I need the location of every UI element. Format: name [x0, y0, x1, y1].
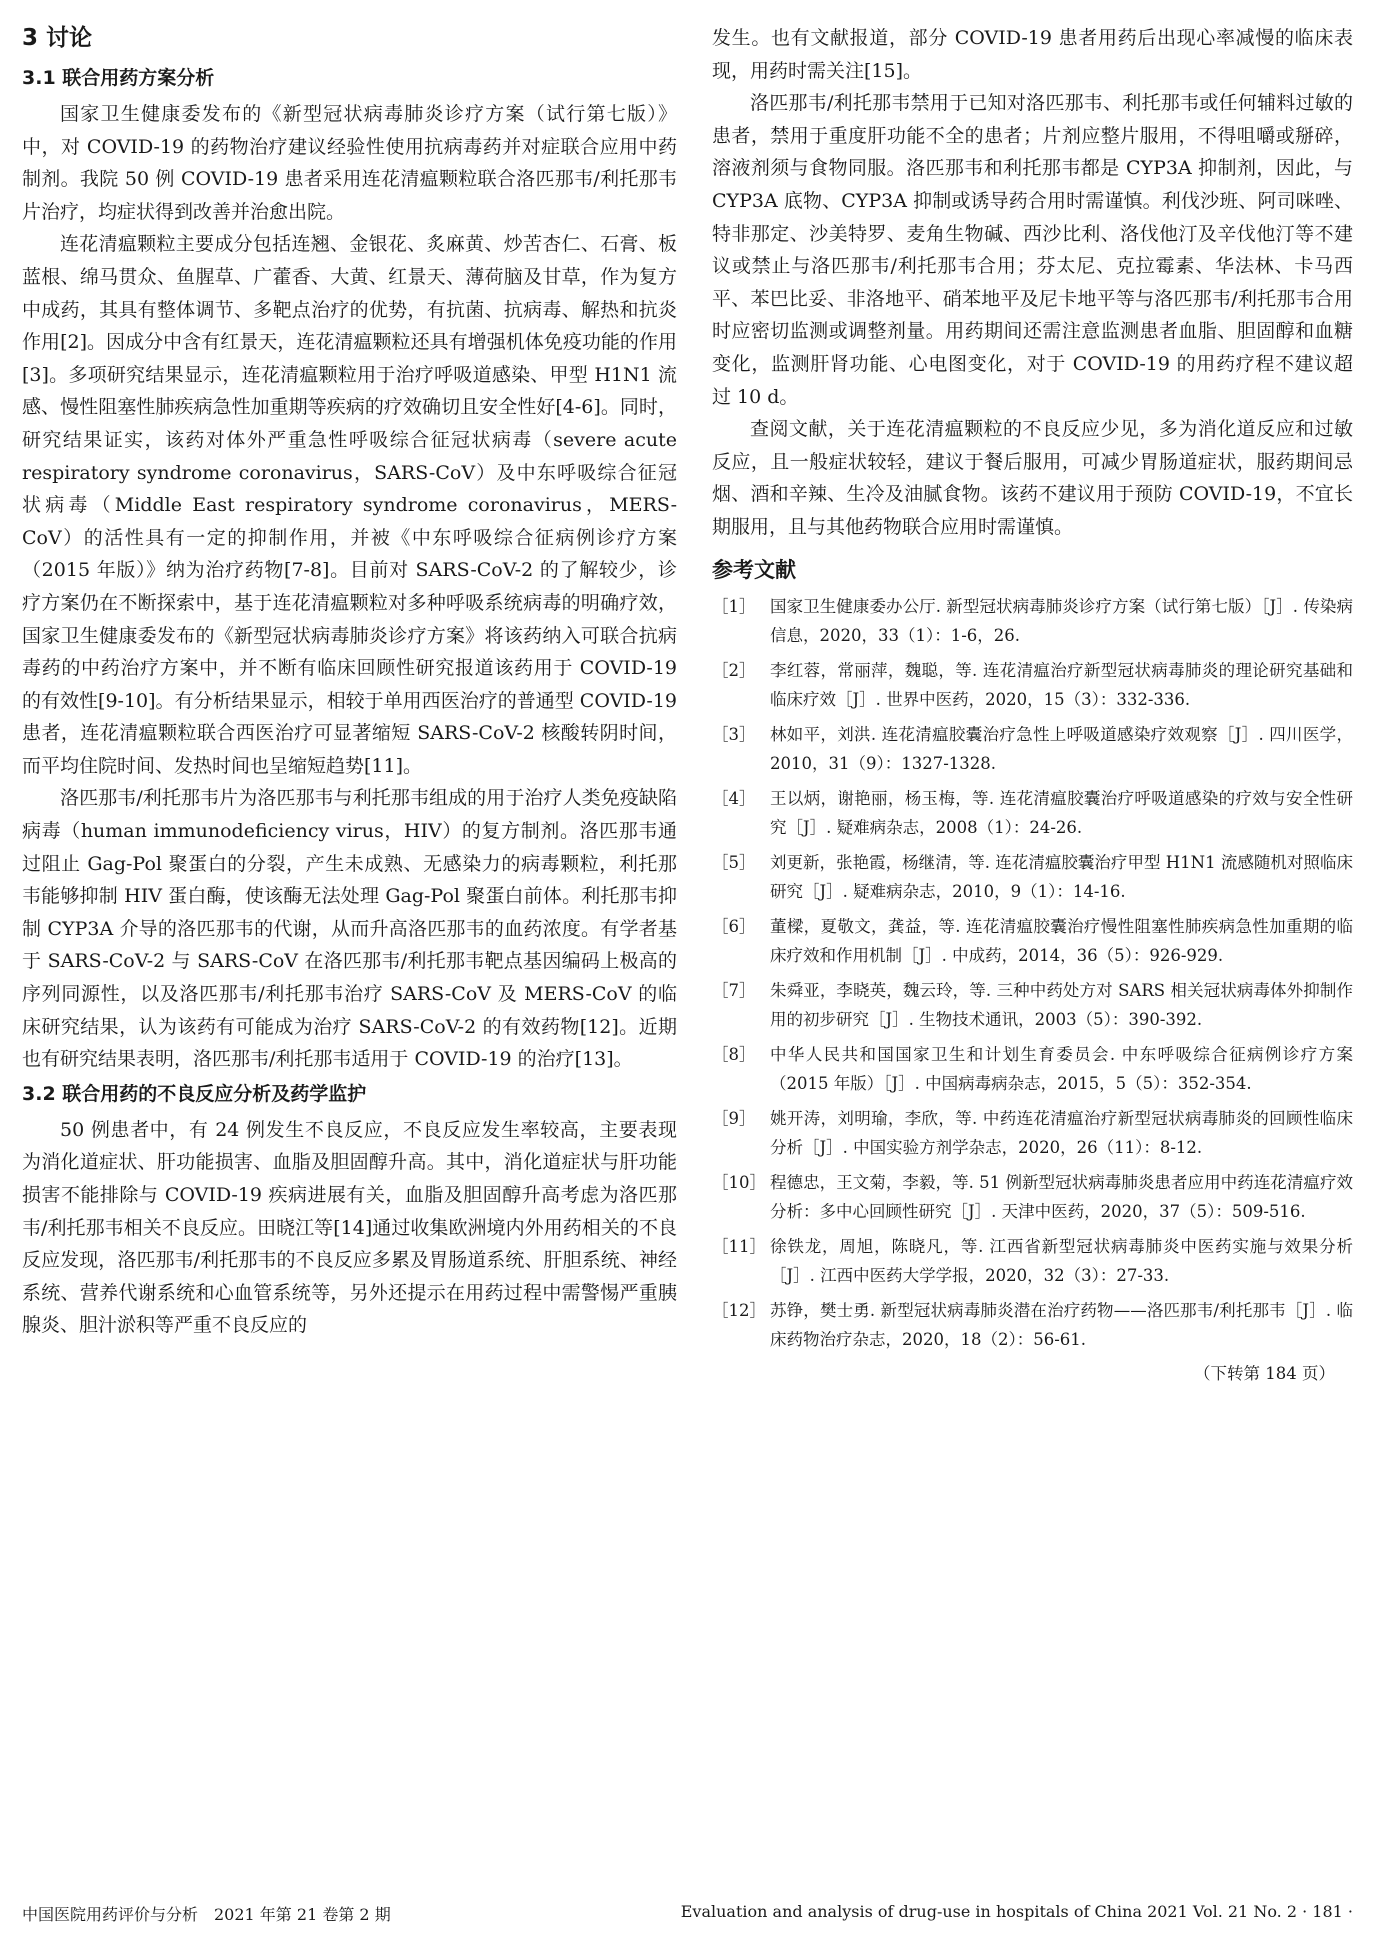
reference-number: ［8］	[712, 1044, 756, 1064]
paragraph: 查阅文献，关于连花清瘟颗粒的不良反应少见，多为消化道反应和过敏反应，且一般症状较轻，建议于餐后服用，可减少胃肠道症状，服药期间忌烟、酒和辛辣、生冷及油腻食物。该药不建议用于预防 COVID-19，不宜长期服用，且与其他药物联合应用时需谨慎。	[712, 418, 1353, 538]
reference-number: ［10］	[712, 1172, 766, 1192]
reference-number: ［4］	[712, 788, 756, 808]
paragraph: 50 例患者中，有 24 例发生不良反应，不良反应发生率较高，主要表现为消化道症状、肝功能损害、血脂及胆固醇升高。其中，消化道症状与肝功能损害不能排除与 COVID-19 疾病进展有关，血脂及胆固醇升高考虑为洛匹那韦/利托那韦相关不良反应。田晓江等[14]通过收集欧洲境内外用药相关的不良反应发现，洛匹那韦/利托那韦的不良反应多累及胃肠道系统、肝胆系统、神经系统、营养代谢系统和心血管系统等，另外还提示在用药过程中需警惕严重胰腺炎、胆汁淤积等严重不良反应的	[22, 1118, 677, 1337]
reference-number: ［12］	[712, 1300, 766, 1320]
journal-english-name: Evaluation and analysis of drug-use in hospitals of China 2021 Vol. 21 No. 2 · 181 ·	[680, 1902, 1353, 1921]
reference-item	[712, 1296, 1353, 1354]
reference-number: ［7］	[712, 980, 756, 1000]
reference-text: 徐铁龙，周旭，陈晓凡，等. 江西省新型冠状病毒肺炎中医药实施与效果分析［J］. 江西中医药大学学报，2020，32（3）：27-33.	[770, 1236, 1353, 1285]
reference-item	[712, 848, 1353, 906]
reference-text: 刘更新，张艳霞，杨继清，等. 连花清瘟胶囊治疗甲型 H1N1 流感随机对照临床研究［J］. 疑难病杂志，2010，9（1）：14-16.	[770, 852, 1353, 901]
reference-item	[712, 784, 1353, 842]
reference-number: ［3］	[712, 724, 756, 744]
paragraph: 国家卫生健康委发布的《新型冠状病毒肺炎诊疗方案（试行第七版）》中，对 COVID-19 的药物治疗建议经验性使用抗病毒药并对症联合应用中药制剂。我院 50 例 COVID-19 患者采用连花清瘟颗粒联合洛匹那韦/利托那韦片治疗，均症状得到改善并治愈出院。	[22, 103, 677, 223]
reference-text: 程德忠，王文菊，李毅，等. 51 例新型冠状病毒肺炎患者应用中药连花清瘟疗效分析：多中心回顾性研究［J］. 天津中医药，2020，37（5）：509-516.	[770, 1172, 1353, 1221]
reference-item	[712, 976, 1353, 1034]
page-footer	[22, 1902, 1353, 1925]
reference-item	[712, 1232, 1353, 1290]
reference-list	[712, 592, 1353, 1354]
reference-text: 中华人民共和国国家卫生和计划生育委员会. 中东呼吸综合征病例诊疗方案（2015 年版）［J］. 中国病毒病杂志，2015，5（5）：352-354.	[770, 1044, 1353, 1093]
journal-name: 中国医院用药评价与分析 2021 年第 21 卷第 2 期	[22, 1905, 391, 1924]
reference-item	[712, 1104, 1353, 1162]
paragraph: 洛匹那韦/利托那韦禁用于已知对洛匹那韦、利托那韦或任何辅料过敏的患者，禁用于重度肝功能不全的患者；片剂应整片服用，不得咀嚼或掰碎，溶液剂须与食物同服。洛匹那韦和利托那韦都是 CYP3A 抑制剂，因此，与 CYP3A 底物、CYP3A 抑制或诱导药合用时需谨慎。利伐沙班、阿司咪唑、特非那定、沙美特罗、麦角生物碱、西沙比利、洛伐他汀及辛伐他汀等不建议或禁止与洛匹那韦/利托那韦合用；芬太尼、克拉霉素、华法林、卡马西平、苯巴比妥、非洛地平、硝苯地平及尼卡地平等与洛匹那韦/利托那韦合用时应密切监测或调整剂量。用药期间还需注意监测患者血脂、胆固醇和血糖变化，监测肝肾功能、心电图变化，对于 COVID-19 的用药疗程不建议超过 10 d。	[712, 92, 1353, 408]
reference-number: ［6］	[712, 916, 756, 936]
reference-text: 国家卫生健康委办公厅. 新型冠状病毒肺炎诊疗方案（试行第七版）［J］. 传染病信息，2020，33（1）：1-6，26.	[770, 596, 1353, 645]
reference-text: 姚开涛，刘明瑜，李欣，等. 中药连花清瘟治疗新型冠状病毒肺炎的回顾性临床分析［J］. 中国实验方剂学杂志，2020，26（11）：8-12.	[770, 1108, 1353, 1157]
reference-text: 林如平，刘洪. 连花清瘟胶囊治疗急性上呼吸道感染疗效观察［J］. 四川医学，2010，31（9）：1327-1328.	[770, 724, 1353, 773]
subsection-title-3-1: 3.1 联合用药方案分析	[22, 67, 215, 89]
reference-text: 朱舜亚，李晓英，魏云玲，等. 三种中药处方对 SARS 相关冠状病毒体外抑制作用的初步研究［J］. 生物技术通讯，2003（5）：390-392.	[770, 980, 1353, 1029]
reference-number: ［11］	[712, 1236, 766, 1256]
reference-item	[712, 912, 1353, 970]
reference-number: ［5］	[712, 852, 756, 872]
reference-item	[712, 592, 1353, 650]
paragraph: 洛匹那韦/利托那韦片为洛匹那韦与利托那韦组成的用于治疗人类免疫缺陷病毒（human immunodeficiency virus，HIV）的复方制剂。洛匹那韦通过阻止 Gag-Pol 聚蛋白的分裂，产生未成熟、无感染力的病毒颗粒，利托那韦能够抑制 HIV 蛋白酶，使该酶无法处理 Gag-Pol 聚蛋白前体。利托那韦抑制 CYP3A 介导的洛匹那韦的代谢，从而升高洛匹那韦的血药浓度。有学者基于 SARS-CoV-2 与 SARS-CoV 在洛匹那韦/利托那韦靶点基因编码上极高的序列同源性，以及洛匹那韦/利托那韦治疗 SARS-CoV 及 MERS-CoV 的临床研究结果，认为该药有可能成为治疗 SARS-CoV-2 的有效药物[12]。近期也有研究结果表明，洛匹那韦/利托那韦适用于 COVID-19 的治疗[13]。	[22, 787, 677, 1071]
reference-text: 苏铮，樊士勇. 新型冠状病毒肺炎潜在治疗药物——洛匹那韦/利托那韦［J］. 临床药物治疗杂志，2020，18（2）：56-61.	[770, 1300, 1353, 1349]
reference-number: ［1］	[712, 596, 756, 616]
references-title: 参考文献	[712, 557, 796, 582]
paragraph: 连花清瘟颗粒主要成分包括连翘、金银花、炙麻黄、炒苦杏仁、石膏、板蓝根、绵马贯众、鱼腥草、广藿香、大黄、红景天、薄荷脑及甘草，作为复方中成药，其具有整体调节、多靶点治疗的优势，有抗菌、抗病毒、解热和抗炎作用[2]。因成分中含有红景天，连花清瘟颗粒还具有增强机体免疫功能的作用[3]。多项研究结果显示，连花清瘟颗粒用于治疗呼吸道感染、甲型 H1N1 流感、慢性阻塞性肺疾病急性加重期等疾病的疗效确切且安全性好[4-6]。同时，研究结果证实，该药对体外严重急性呼吸综合征冠状病毒（severe acute respiratory syndrome coronavirus，SARS-CoV）及中东呼吸综合征冠状病毒（Middle East respiratory syndrome coronavirus，MERS-CoV）的活性具有一定的抑制作用，并被《中东呼吸综合征病例诊疗方案（2015 年版）》纳为治疗药物[7-8]。目前对 SARS-CoV-2 的了解较少，诊疗方案仍在不断探索中，基于连花清瘟颗粒对多种呼吸系统病毒的明确疗效，国家卫生健康委发布的《新型冠状病毒肺炎诊疗方案》将该药纳入可联合抗病毒药的中药治疗方案中，并不断有临床回顾性研究报道该药用于 COVID-19 的有效性[9-10]。有分析结果显示，相较于单用西医治疗的普通型 COVID-19 患者，连花清瘟颗粒联合西医治疗可显著缩短 SARS-CoV-2 核酸转阴时间，而平均住院时间、发热时间也呈缩短趋势[11]。	[22, 233, 677, 777]
reference-item	[712, 720, 1353, 778]
reference-item	[712, 1040, 1353, 1098]
section-title: 3 讨论	[22, 25, 93, 51]
reference-text: 董樑，夏敬文，龚益，等. 连花清瘟胶囊治疗慢性阻塞性肺疾病急性加重期的临床疗效和作用机制［J］. 中成药，2014，36（5）：926-929.	[770, 916, 1353, 965]
continued-note: （下转第 184 页）	[1194, 1363, 1335, 1383]
reference-number: ［2］	[712, 660, 756, 680]
right-column	[712, 22, 1353, 1384]
subsection-title-3-2: 3.2 联合用药的不良反应分析及药学监护	[22, 1082, 367, 1105]
paragraph: 发生。也有文献报道，部分 COVID-19 患者用药后出现心率减慢的临床表现，用药时需关注[15]。	[712, 27, 1353, 82]
reference-text: 李红蓉，常丽萍，魏聪，等. 连花清瘟治疗新型冠状病毒肺炎的理论研究基础和临床疗效［J］. 世界中医药，2020，15（3）：332-336.	[770, 660, 1353, 709]
left-column	[22, 22, 677, 1342]
reference-text: 王以炳，谢艳丽，杨玉梅，等. 连花清瘟胶囊治疗呼吸道感染的疗效与安全性研究［J］. 疑难病杂志，2008（1）：24-26.	[770, 788, 1353, 837]
reference-number: ［9］	[712, 1108, 756, 1128]
reference-item	[712, 656, 1353, 714]
reference-item	[712, 1168, 1353, 1226]
